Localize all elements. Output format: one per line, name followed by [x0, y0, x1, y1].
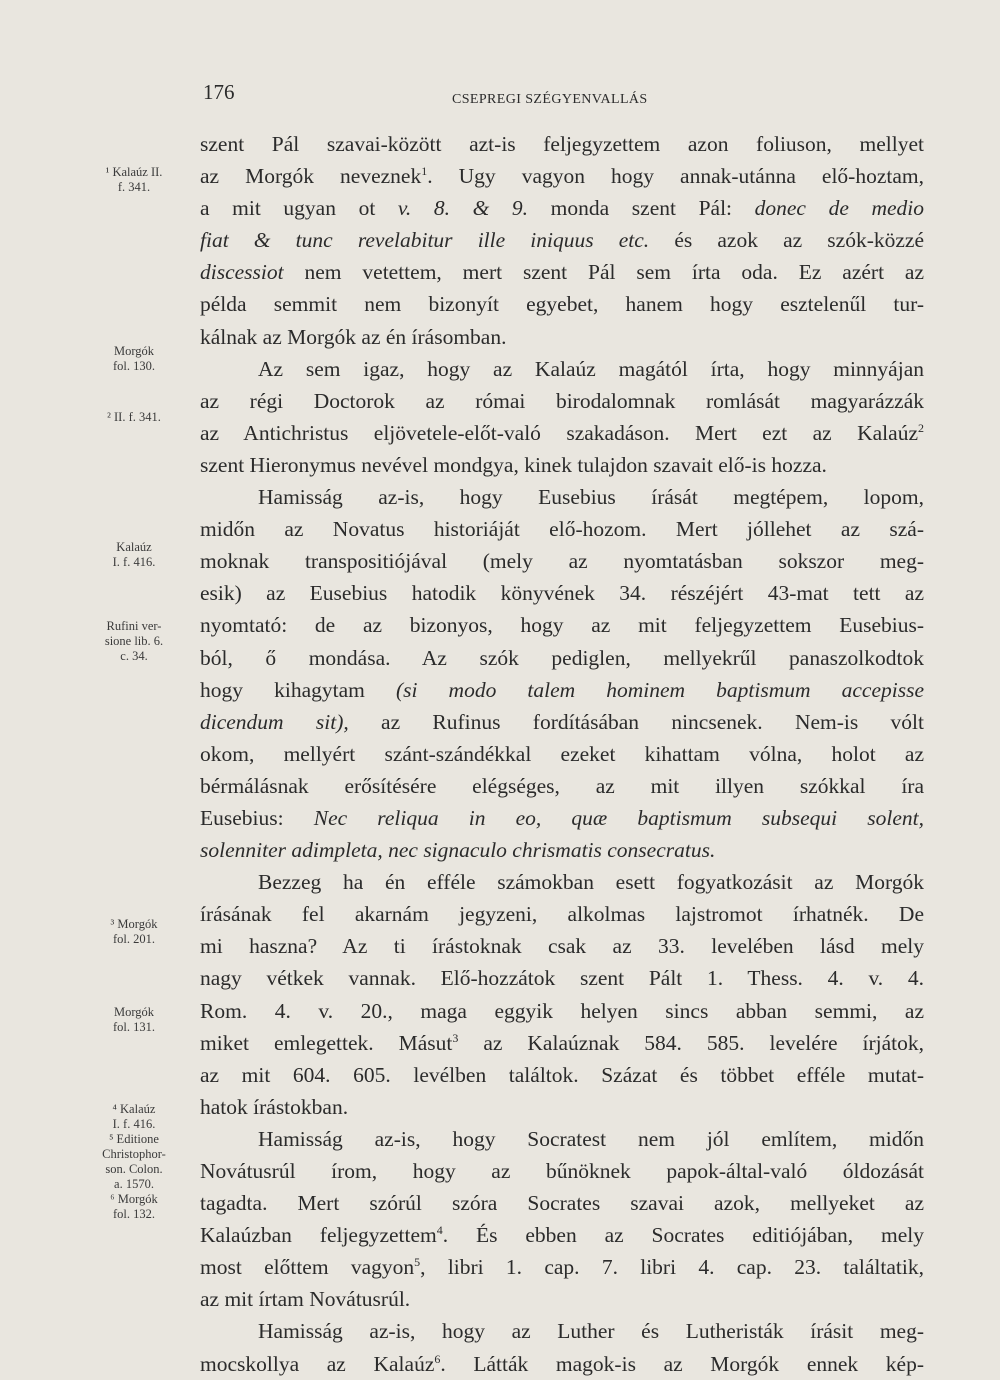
margin-note-2: Morgók fol. 130.	[112, 344, 155, 373]
text-line: írásának fel akarnám jegyzeni, alkolmas lajstromot írhatnék. De	[200, 902, 924, 927]
text-line: az régi Doctorok az római birodalomnak romlását magyarázzák	[200, 388, 924, 413]
text-line: az mit írtam Novátusrúl.	[200, 1287, 411, 1312]
text-line: kálnak az Morgók az én írásomban.	[200, 324, 507, 349]
text-line: esik) az Eusebius hatodik könyvének 34. részéjért 43-mat tett az	[200, 581, 924, 606]
text-line: Novátusrúl írom, hogy az bűnöknek papok-által-való óldozását	[200, 1159, 924, 1183]
text-line: most előttem vagyon$^5$, libri 1. cap. 7. libri 4. cap. 23. találtatik,	[200, 1255, 924, 1280]
running-head	[0, 80, 1000, 120]
text-line: ból, ő mondása. Az szók pediglen, mellyekrűl panaszolkodtok	[200, 645, 924, 670]
footnote-ref: 2	[918, 420, 924, 435]
margin-note-7: Morgók fol. 131.	[112, 1005, 155, 1034]
text-line: Hamisság az-is, hogy Eusebius írását megtépem, lopom,	[258, 485, 924, 510]
footnote-ref: 5	[414, 1255, 421, 1270]
text-line: mi haszna? Az ti írástoknak csak az 33. levelében lásd mely	[200, 934, 924, 959]
text-line: az Morgók neveznek$^1$. Ugy vagyon hogy annak-utánna elő-hoztam,	[200, 163, 924, 189]
running-title: CSEPREGI SZÉGYENVALLÁS	[452, 92, 648, 107]
text-line: midőn az Novatus historiáját elő-hozom. Mert jóllehet az szá-	[200, 517, 924, 542]
text-line: nagy vétkek vannak. Elő-hozzátok szent Pált 1. Thess. 4. v. 4.	[200, 966, 924, 991]
text-line: Eusebius: Nec reliqua in eo, quæ baptismum subsequi solent,	[200, 805, 924, 830]
footnote-ref: 6	[434, 1351, 441, 1366]
text-line: Bezzeg ha én efféle számokban esett fogyatkozásit az Morgók	[258, 870, 924, 895]
text-line: példa semmit nem bizonyít egyebet, hanem hogy esztelenűl tur-	[200, 292, 924, 317]
text-line: szent Hieronymus nevével mondgya, kinek tulajdon szavait elő-is hozza.	[200, 452, 827, 477]
margin-note-6: ³ Morgók fol. 201.	[110, 917, 158, 946]
page-number: 176	[203, 80, 235, 104]
text-line: tagadta. Mert szórúl szóra Socrates szavai azok, mellyeket az	[200, 1191, 924, 1216]
footnote-ref: 1	[421, 163, 428, 178]
text-line: bérmálásnak erősítésére elégséges, az mit illyen szókkal íra	[200, 773, 924, 798]
text-line: Hamisság az-is, hogy Socratest nem jól említem, midőn	[258, 1126, 924, 1151]
text-line: Hamisság az-is, hogy az Luther és Lutheristák írásit meg-	[258, 1319, 924, 1344]
text-line: miket emlegettek. Másut$^3$ az Kalaúznak 584. 585. levelére írjátok,	[200, 1030, 924, 1055]
text-line: Rom. 4. v. 20., maga eggyik helyen sincs abban semmi, az	[200, 998, 924, 1023]
footnote-ref: 4	[436, 1223, 443, 1238]
margin-note-3: ² II. f. 341.	[107, 410, 161, 424]
margin-note-8: ⁴ Kalaúz I. f. 416. ⁵ Editione Christophor- son. Colon. a. 1570. ⁶ Morgók fol. 132.	[102, 1102, 166, 1221]
margin-note-1: ¹ Kalaúz II. f. 341.	[105, 165, 163, 194]
text-line: Kalaúzban feljegyzettem$^4$. És ebben az Socrates editiójában, mely	[200, 1223, 924, 1248]
footnote-ref: 3	[452, 1030, 459, 1045]
body-text	[200, 128, 924, 1380]
text-line: szent Pál szavai-között azt-is feljegyzettem azon foliuson, mellyet	[200, 132, 924, 156]
text-line: a mit ugyan ot v. 8. & 9. monda szent Pál: donec de medio	[200, 196, 924, 221]
text-line: hatok írástokban.	[200, 1094, 349, 1119]
text-line: az Antichristus eljövetele-előt-való szakadáson. Mert ezt az Kalaúz$^2$	[200, 420, 924, 445]
text-line: moknak transpositiójával (mely az nyomtatásban sokszor meg-	[200, 549, 924, 574]
text-line: nyomtató: de az bizonyos, hogy az mit feljegyzettem Eusebius-	[200, 613, 924, 638]
text-line: dicendum sit), az Rufinus fordításában nincsenek. Nem-is vólt	[200, 709, 924, 734]
text-line: discessiot nem vetettem, mert szent Pál sem írta oda. Ez azért az	[200, 260, 924, 285]
text-line: Az sem igaz, hogy az Kalaúz magától írta, hogy minnyájan	[258, 356, 924, 381]
margin-note-5: Rufini ver- sione lib. 6. c. 34.	[104, 619, 164, 663]
text-line: solenniter adimpleta, nec signaculo chrismatis consecratus.	[200, 838, 716, 863]
margin-note-4: Kalaúz I. f. 416.	[112, 540, 156, 569]
text-line: okom, mellyért szánt-szándékkal ezeket kihattam vólna, holot az	[200, 741, 924, 766]
text-line: hogy kihagytam (si modo talem hominem baptismum accepisse	[200, 677, 924, 702]
text-line: fiat & tunc revelabitur ille iniquus etc. és azok az szók-közzé	[200, 228, 924, 253]
text-line: az mit 604. 605. levélben találtok. Százat és többet efféle mutat-	[200, 1062, 924, 1087]
text-line: mocskollya az Kalaúz$^6$. Látták magok-is az Morgók ennek kép-	[200, 1351, 924, 1376]
